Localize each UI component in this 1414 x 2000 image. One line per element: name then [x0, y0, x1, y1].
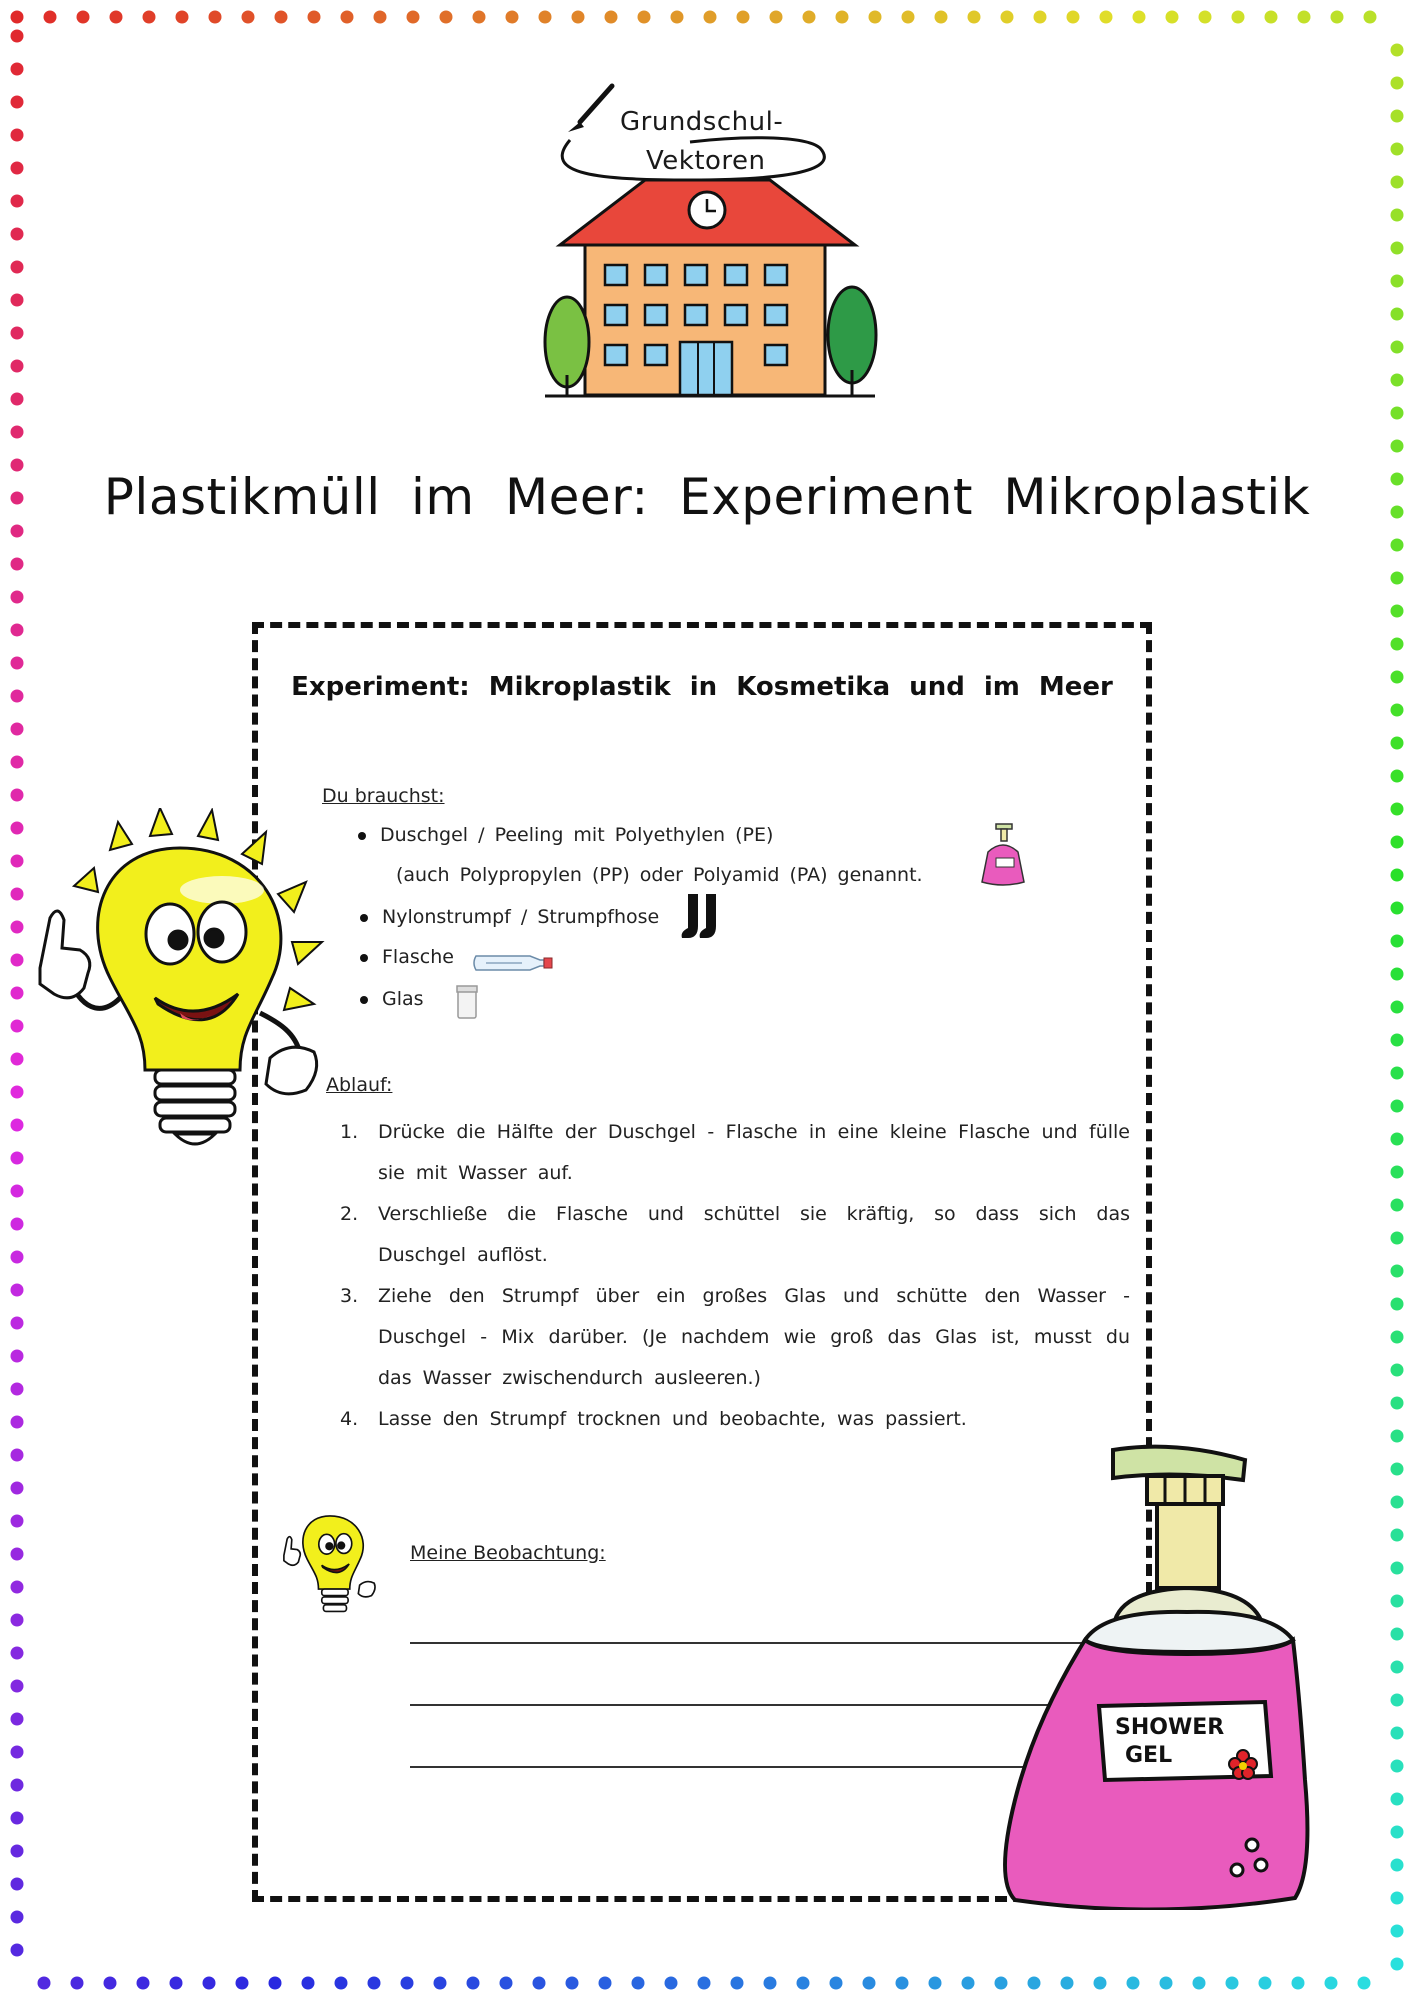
border-dot: [1391, 143, 1404, 156]
border-dot: [11, 723, 24, 736]
border-dot: [836, 11, 849, 24]
border-dot: [1232, 11, 1245, 24]
border-dot: [434, 1977, 447, 1990]
border-dot: [143, 11, 156, 24]
border-dot: [968, 11, 981, 24]
border-dot: [11, 1713, 24, 1726]
border-dot: [1199, 11, 1212, 24]
border-dot: [1391, 572, 1404, 585]
border-dot: [1391, 605, 1404, 618]
border-dot: [11, 1779, 24, 1792]
border-dot: [11, 63, 24, 76]
logo-text-line2: Vektoren: [646, 146, 766, 176]
border-dot: [1391, 341, 1404, 354]
border-dot: [863, 1977, 876, 1990]
border-dot: [539, 11, 552, 24]
material-item: Glas: [360, 988, 424, 1010]
border-dot: [11, 261, 24, 274]
border-dot: [11, 1515, 24, 1528]
border-dot: [11, 162, 24, 175]
border-dot: [1391, 1562, 1404, 1575]
border-dot: [1391, 704, 1404, 717]
observation-heading: Meine Beobachtung:: [410, 1542, 606, 1564]
border-dot: [665, 1977, 678, 1990]
border-dot: [605, 11, 618, 24]
border-dot: [11, 1680, 24, 1693]
border-dot: [1259, 1977, 1272, 1990]
border-dot: [11, 1218, 24, 1231]
border-dot: [1391, 1133, 1404, 1146]
border-dot: [1391, 671, 1404, 684]
border-dot: [1391, 1034, 1404, 1047]
border-dot: [1391, 1793, 1404, 1806]
border-dot: [77, 11, 90, 24]
border-dot: [764, 1977, 777, 1990]
border-dot: [1391, 1298, 1404, 1311]
border-dot: [440, 11, 453, 24]
border-dot: [11, 624, 24, 637]
border-dot: [473, 11, 486, 24]
border-dot: [11, 657, 24, 670]
border-dot: [11, 1845, 24, 1858]
border-dot: [11, 1482, 24, 1495]
border-dot: [995, 1977, 1008, 1990]
border-dot: [11, 558, 24, 571]
border-dot: [11, 1383, 24, 1396]
border-dot: [1034, 11, 1047, 24]
border-dot: [242, 11, 255, 24]
border-dot: [1391, 1826, 1404, 1839]
border-dot: [1391, 1892, 1404, 1905]
material-item: Nylonstrumpf / Strumpfhose: [360, 906, 659, 928]
border-dot: [1391, 1001, 1404, 1014]
border-dot: [11, 1317, 24, 1330]
border-dot: [1391, 209, 1404, 222]
procedure-step: 3. Ziehe den Strumpf über ein großes Glas und schütte den Wasser - Duschgel - Mix darüber. (Je nachdem wie groß das Glas ist, musst du das Wasser zwischendurch ausleeren.): [340, 1285, 1130, 1389]
border-dot: [11, 426, 24, 439]
border-dot: [1391, 935, 1404, 948]
logo-text-line1: Grundschul-: [620, 107, 784, 137]
border-dot: [1391, 1496, 1404, 1509]
border-dot: [572, 11, 585, 24]
border-dot: [632, 1977, 645, 1990]
procedure-step: 2. Verschließe die Flasche und schüttel sie kräftig, so dass sich das Duschgel auflöst.: [340, 1203, 1130, 1266]
glass-icon: [455, 984, 479, 1020]
border-dot: [11, 1812, 24, 1825]
border-dot: [506, 11, 519, 24]
border-dot: [374, 11, 387, 24]
bullet: [360, 996, 368, 1004]
border-dot: [1094, 1977, 1107, 1990]
border-dot: [1391, 1430, 1404, 1443]
border-dot: [1331, 11, 1344, 24]
border-dot: [71, 1977, 84, 1990]
border-dot: [935, 11, 948, 24]
page-title: Plastikmüll im Meer: Experiment Mikroplastik: [103, 468, 1311, 526]
material-item: Duschgel / Peeling mit Polyethylen (PE): [358, 824, 773, 846]
border-dot: [302, 1977, 315, 1990]
border-dot: [407, 11, 420, 24]
border-dot: [1391, 803, 1404, 816]
border-dot: [1391, 1232, 1404, 1245]
border-dot: [11, 1185, 24, 1198]
pen-icon: [568, 86, 612, 132]
border-dot: [1391, 1727, 1404, 1740]
border-dot: [11, 327, 24, 340]
border-dot: [1391, 539, 1404, 552]
border-dot: [1391, 1067, 1404, 1080]
border-dot: [1193, 1977, 1206, 1990]
border-dot: [209, 11, 222, 24]
border-dot: [11, 1449, 24, 1462]
border-dot: [11, 1614, 24, 1627]
border-dot: [1391, 737, 1404, 750]
border-dot: [566, 1977, 579, 1990]
procedure-heading: Ablauf:: [326, 1074, 393, 1096]
border-dot: [1391, 1199, 1404, 1212]
shower-gel-label-line2: GEL: [1125, 1743, 1173, 1768]
border-dot: [44, 11, 57, 24]
border-dot: [275, 11, 288, 24]
border-dot: [902, 11, 915, 24]
border-dot: [830, 1977, 843, 1990]
border-dot: [137, 1977, 150, 1990]
border-dot: [1391, 1694, 1404, 1707]
border-dot: [1391, 1397, 1404, 1410]
worksheet-title: Experiment: Mikroplastik in Kosmetika und im Meer: [291, 672, 1113, 702]
border-dot: [599, 1977, 612, 1990]
border-dot: [1391, 869, 1404, 882]
border-dot: [1391, 407, 1404, 420]
border-dot: [1391, 1331, 1404, 1344]
border-dot: [11, 1647, 24, 1660]
border-dot: [335, 1977, 348, 1990]
material-item-note: (auch Polypropylen (PP) oder Polyamid (PA) genannt.: [396, 864, 923, 886]
bottle-icon: [472, 950, 556, 976]
shower-gel-label-line1: SHOWER: [1115, 1715, 1225, 1740]
border-dot: [11, 1878, 24, 1891]
border-dot: [308, 11, 321, 24]
border-dot: [1391, 110, 1404, 123]
border-dot: [11, 1251, 24, 1264]
soap-dispenser-icon: [975, 1440, 1315, 1910]
border-dot: [368, 1977, 381, 1990]
border-dot: [1298, 11, 1311, 24]
bullet: [360, 954, 368, 962]
border-dot: [731, 1977, 744, 1990]
border-dot: [11, 393, 24, 406]
bullet: [360, 914, 368, 922]
border-dot: [11, 1746, 24, 1759]
border-dot: [1391, 1529, 1404, 1542]
school-building-icon: [545, 180, 876, 396]
border-dot: [110, 11, 123, 24]
border-dot: [11, 195, 24, 208]
border-dot: [11, 129, 24, 142]
border-dot: [1265, 11, 1278, 24]
border-dot: [11, 591, 24, 604]
border-dot: [1391, 1925, 1404, 1938]
border-dot: [1292, 1977, 1305, 1990]
border-dot: [1391, 968, 1404, 981]
border-dot: [1391, 440, 1404, 453]
border-dot: [704, 11, 717, 24]
border-dot: [1391, 44, 1404, 57]
border-dot: [1391, 770, 1404, 783]
border-dot: [401, 1977, 414, 1990]
material-item: Flasche: [360, 946, 454, 968]
border-dot: [671, 11, 684, 24]
lightbulb-mascot-icon: [10, 808, 350, 1180]
border-dot: [1133, 11, 1146, 24]
border-dot: [1226, 1977, 1239, 1990]
border-dot: [1391, 902, 1404, 915]
border-dot: [1391, 1661, 1404, 1674]
border-dot: [500, 1977, 513, 1990]
border-dot: [1391, 1760, 1404, 1773]
border-dot: [1160, 1977, 1173, 1990]
border-dot: [1391, 1595, 1404, 1608]
border-dot: [11, 1350, 24, 1363]
border-dot: [236, 1977, 249, 1990]
border-dot: [11, 30, 24, 43]
border-dot: [176, 11, 189, 24]
border-dot: [896, 1977, 909, 1990]
border-dot: [11, 1581, 24, 1594]
border-dot: [1166, 11, 1179, 24]
border-dot: [1391, 275, 1404, 288]
border-dot: [467, 1977, 480, 1990]
soap-dispenser-icon: [978, 822, 1028, 888]
border-dot: [11, 1284, 24, 1297]
border-dot: [533, 1977, 546, 1990]
border-dot: [1391, 836, 1404, 849]
border-dot: [1100, 11, 1113, 24]
border-dot: [11, 11, 24, 24]
border-dot: [797, 1977, 810, 1990]
border-dot: [1067, 11, 1080, 24]
border-dot: [38, 1977, 51, 1990]
border-dot: [11, 1944, 24, 1957]
border-dot: [638, 11, 651, 24]
border-dot: [1391, 374, 1404, 387]
border-dot: [929, 1977, 942, 1990]
border-dot: [1391, 77, 1404, 90]
procedure-steps: [340, 1112, 1130, 1440]
border-dot: [104, 1977, 117, 1990]
border-dot: [1391, 242, 1404, 255]
border-dot: [737, 11, 750, 24]
procedure-step: 4. Lasse den Strumpf trocknen und beobachte, was passiert.: [340, 1408, 967, 1430]
border-dot: [962, 1977, 975, 1990]
bullet: [358, 832, 366, 840]
border-dot: [11, 96, 24, 109]
border-dot: [269, 1977, 282, 1990]
border-dot: [1391, 1100, 1404, 1113]
border-dot: [1061, 1977, 1074, 1990]
border-dot: [1391, 1364, 1404, 1377]
border-dot: [1391, 1265, 1404, 1278]
border-dot: [869, 11, 882, 24]
border-dot: [1391, 1958, 1404, 1971]
border-dot: [11, 1548, 24, 1561]
border-dot: [11, 1416, 24, 1429]
socks-icon: [680, 892, 726, 942]
border-dot: [1358, 1977, 1371, 1990]
border-dot: [11, 756, 24, 769]
border-dot: [1127, 1977, 1140, 1990]
lightbulb-mascot-icon: [274, 1500, 386, 1628]
border-dot: [698, 1977, 711, 1990]
border-dot: [203, 1977, 216, 1990]
border-dot: [11, 789, 24, 802]
border-dot: [1364, 11, 1377, 24]
border-dot: [1391, 308, 1404, 321]
materials-heading: Du brauchst:: [322, 785, 445, 807]
border-dot: [170, 1977, 183, 1990]
border-dot: [341, 11, 354, 24]
border-dot: [1391, 1628, 1404, 1641]
border-dot: [1325, 1977, 1338, 1990]
border-dot: [1391, 1463, 1404, 1476]
border-dot: [1001, 11, 1014, 24]
border-dot: [1391, 1859, 1404, 1872]
procedure-step: 1. Drücke die Hälfte der Duschgel - Flasche in eine kleine Flasche und fülle sie mit Wasser auf.: [340, 1121, 1130, 1184]
border-dot: [11, 294, 24, 307]
border-dot: [11, 228, 24, 241]
border-dot: [1391, 1166, 1404, 1179]
border-dot: [11, 1911, 24, 1924]
border-dot: [11, 525, 24, 538]
border-dot: [1391, 176, 1404, 189]
border-dot: [770, 11, 783, 24]
border-dot: [1028, 1977, 1041, 1990]
border-dot: [11, 690, 24, 703]
border-dot: [11, 360, 24, 373]
border-dot: [1391, 638, 1404, 651]
border-dot: [803, 11, 816, 24]
